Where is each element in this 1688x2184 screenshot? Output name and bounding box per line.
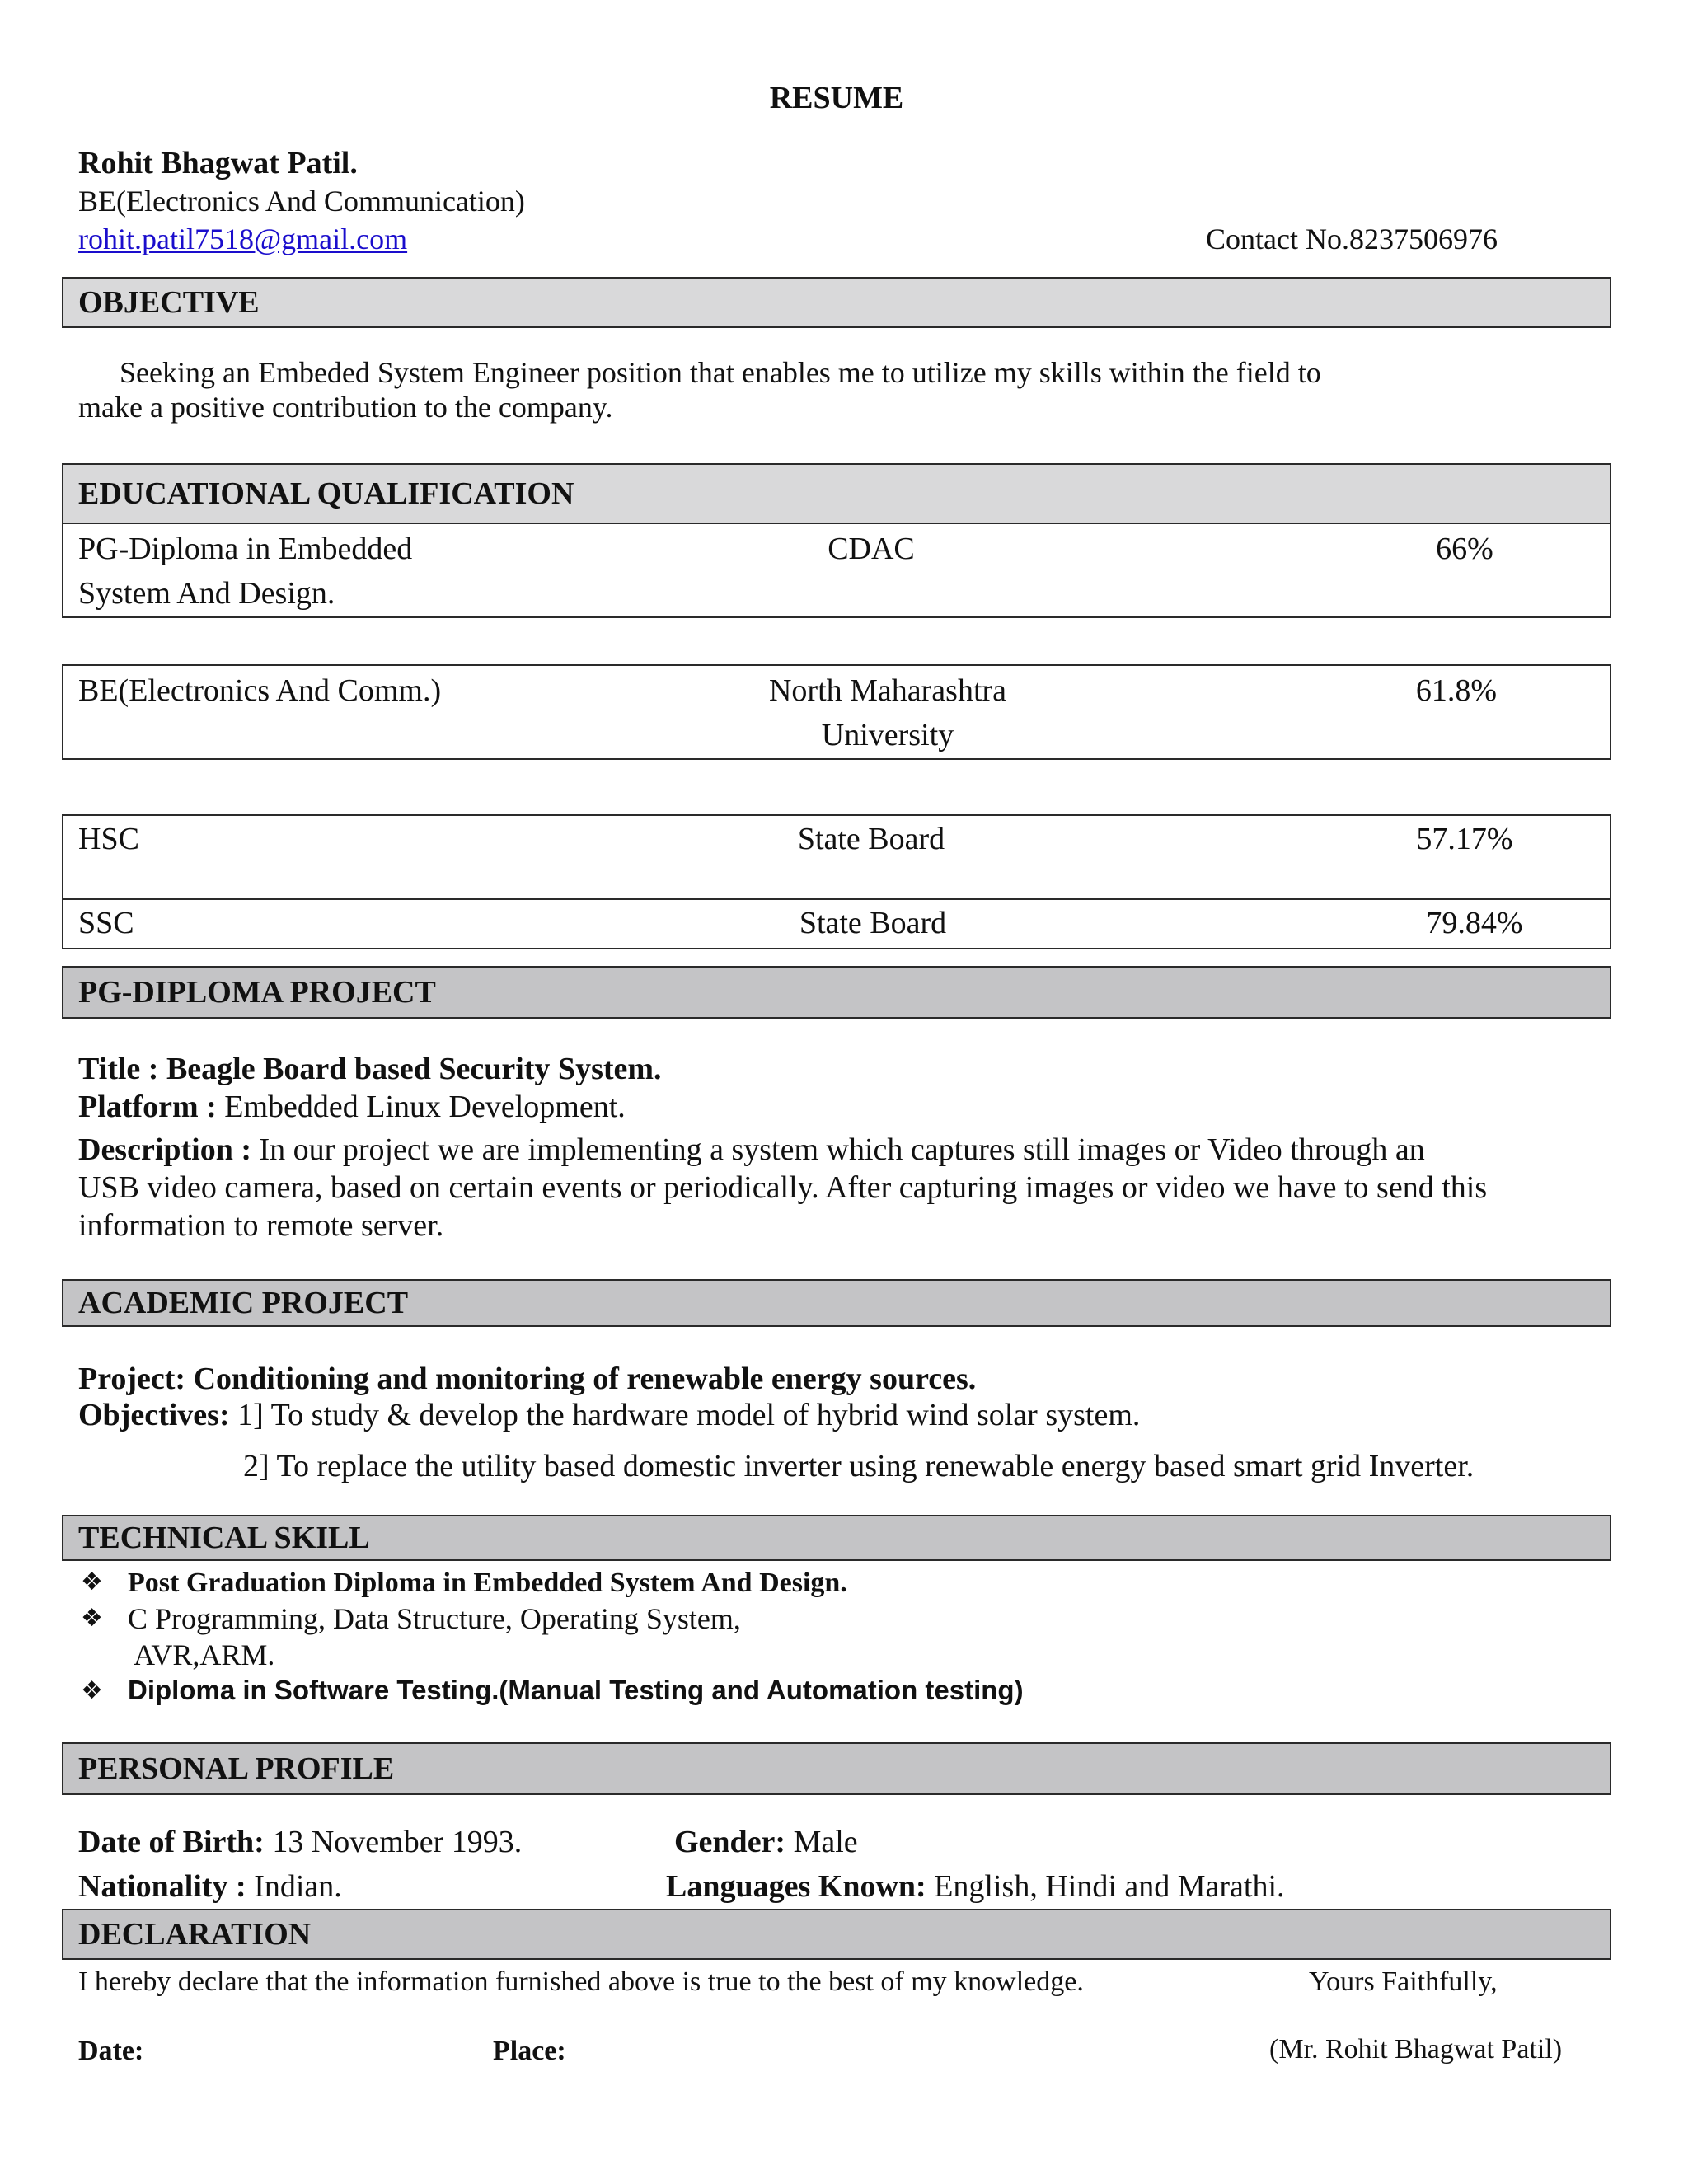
academic-project-objective-1: [78, 1396, 1140, 1434]
bullet-icon: ❖: [81, 1604, 103, 1633]
score: 57.17%: [1416, 822, 1513, 856]
objective-line-1: Seeking an Embeded System Engineer position that enables me to utilize my skills within the field to: [120, 356, 1321, 389]
academic-project-heading: [62, 1279, 1611, 1327]
declaration-heading: [62, 1909, 1611, 1960]
score: 61.8%: [1415, 673, 1498, 708]
objective-heading: [62, 277, 1611, 328]
bullet-icon: ❖: [81, 1568, 103, 1596]
dob-label: Date of Birth:: [78, 1825, 265, 1859]
bullet-icon: ❖: [81, 1676, 103, 1705]
objective-1-text: 1] To study & develop the hardware model of hybrid wind solar system.: [237, 1398, 1141, 1432]
platform-value: Embedded Linux Development.: [224, 1090, 626, 1124]
education-heading-text: EDUCATIONAL QUALIFICATION: [78, 476, 574, 511]
pg-project-heading: [62, 966, 1611, 1019]
board-name: CDAC: [828, 532, 915, 566]
technical-skill-heading-text: TECHNICAL SKILL: [78, 1521, 370, 1555]
description-label: Description :: [78, 1132, 252, 1167]
email-link[interactable]: rohit.patil7518@gmail.com: [78, 223, 408, 255]
course-name: PG-Diploma in Embedded: [78, 532, 413, 566]
pg-project-description-line-3: information to remote server.: [78, 1208, 444, 1243]
date-of-birth: [78, 1823, 522, 1861]
objective-line-2: make a positive contribution to the company.: [78, 391, 613, 424]
dob-value: 13 November 1993.: [272, 1825, 523, 1859]
pg-project-platform: [78, 1088, 626, 1126]
personal-profile-heading: [62, 1742, 1611, 1795]
description-text: In our project we are implementing a system which captures still images or Video through an: [259, 1132, 1425, 1167]
course-name: SSC: [78, 906, 134, 940]
education-row-hsc: [62, 814, 1611, 900]
gender: [674, 1823, 858, 1861]
board-name: State Board: [797, 822, 945, 856]
skill-item-1: Post Graduation Diploma in Embedded System And Design.: [128, 1568, 847, 1598]
objectives-label: Objectives:: [78, 1398, 230, 1432]
academic-project-objective-2: 2] To replace the utility based domestic inverter using renewable energy based smart grid Inverter.: [243, 1449, 1475, 1483]
pg-project-description-line-1: [78, 1131, 1425, 1169]
board-name: State Board: [799, 906, 947, 940]
place-label: Place:: [493, 2036, 566, 2066]
pg-project-title: Title : Beagle Board based Security System.: [78, 1052, 662, 1086]
course-name-cont: System And Design.: [78, 576, 335, 611]
skill-item-3: Diploma in Software Testing.(Manual Testing and Automation testing): [128, 1675, 1024, 1705]
languages-value: English, Hindi and Marathi.: [934, 1869, 1285, 1904]
education-row-ssc: [62, 898, 1611, 949]
closing-text: Yours Faithfully,: [1309, 1966, 1498, 1997]
gender-value: Male: [793, 1825, 858, 1859]
languages-label: Languages Known:: [666, 1869, 926, 1904]
signature-name: (Mr. Rohit Bhagwat Patil): [1269, 2034, 1563, 2064]
academic-project-name: Project: Conditioning and monitoring of renewable energy sources.: [78, 1361, 977, 1396]
resume-title: RESUME: [769, 81, 904, 115]
skill-item-2-cont: AVR,ARM.: [134, 1638, 275, 1671]
nationality-value: Indian.: [254, 1869, 342, 1904]
declaration-heading-text: DECLARATION: [78, 1917, 312, 1952]
objective-heading-text: OBJECTIVE: [78, 285, 260, 320]
gender-label: Gender:: [674, 1825, 786, 1859]
languages-known: [666, 1868, 1285, 1905]
platform-label: Platform :: [78, 1090, 217, 1124]
pg-project-description-line-2: USB video camera, based on certain events or periodically. After capturing images or video we have to send this: [78, 1170, 1488, 1205]
education-row-be: [62, 664, 1611, 760]
technical-skill-heading: [62, 1515, 1611, 1561]
nationality-label: Nationality :: [78, 1869, 246, 1904]
declaration-text: I hereby declare that the information furnished above is true to the best of my knowledge.: [78, 1966, 1084, 1997]
score: 79.84%: [1426, 906, 1523, 940]
pg-project-heading-text: PG-DIPLOMA PROJECT: [78, 975, 436, 1010]
education-heading: [62, 463, 1611, 524]
candidate-name: Rohit Bhagwat Patil.: [78, 146, 358, 180]
course-name: BE(Electronics And Comm.): [78, 673, 442, 708]
date-label: Date:: [78, 2036, 144, 2066]
nationality: [78, 1868, 342, 1905]
score: 66%: [1436, 532, 1493, 566]
board-name-cont: University: [821, 718, 954, 752]
academic-project-heading-text: ACADEMIC PROJECT: [78, 1286, 409, 1320]
contact-number: Contact No.8237506976: [1206, 223, 1498, 255]
candidate-degree: BE(Electronics And Communication): [78, 185, 525, 218]
personal-profile-heading-text: PERSONAL PROFILE: [78, 1751, 395, 1786]
skill-item-2: C Programming, Data Structure, Operating System,: [128, 1602, 741, 1635]
course-name: HSC: [78, 822, 139, 856]
board-name: North Maharashtra: [768, 673, 1007, 708]
education-row-pg-diploma: [62, 523, 1611, 618]
